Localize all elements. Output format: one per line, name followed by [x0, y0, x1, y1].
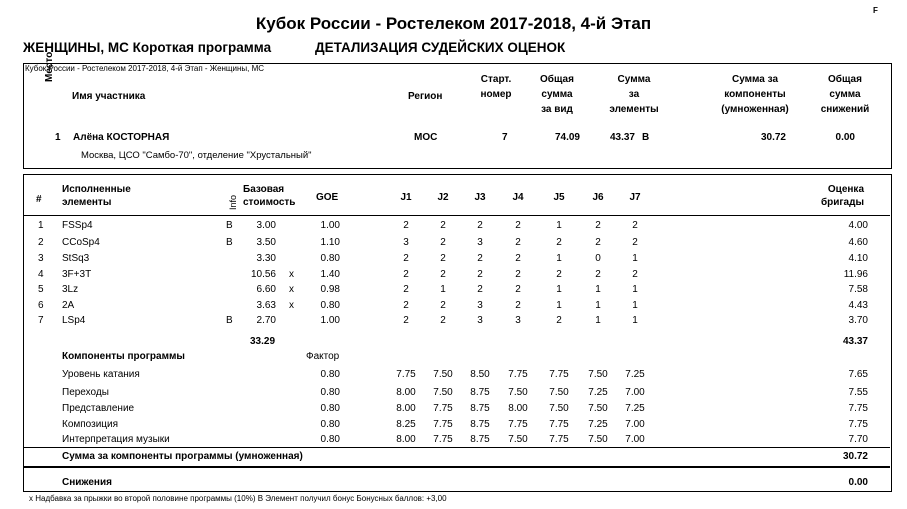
footnote: x Надбавка за прыжки во второй половине программы (10%) B Элемент получил бонус Бонусных баллов: +3,00 — [29, 494, 447, 503]
judge-header: J3 — [474, 192, 486, 203]
components-total-label: Сумма за компоненты программы (умноженная) — [62, 451, 303, 462]
base-total: 33.29 — [250, 336, 276, 347]
row-judge-score: 2 — [595, 220, 601, 231]
row-judge-score: 1 — [556, 253, 562, 264]
component-judge-score: 8.00 — [396, 403, 416, 414]
component-judge-score: 7.50 — [549, 387, 569, 398]
component-judge-score: 7.75 — [549, 369, 569, 380]
component-factor: 0.80 — [320, 369, 340, 380]
deductions-divider — [24, 466, 890, 468]
skater-region: МОС — [414, 132, 438, 143]
factor-heading: Фактор — [306, 351, 340, 362]
judge-header: J2 — [437, 192, 449, 203]
component-name: Переходы — [62, 387, 109, 398]
row-info: B — [226, 237, 233, 248]
component-judge-score: 7.75 — [508, 419, 528, 430]
judge-header: J5 — [553, 192, 565, 203]
row-judge-score: 2 — [595, 237, 601, 248]
row-judge-score: 1 — [556, 300, 562, 311]
component-judge-score: 7.50 — [588, 434, 608, 445]
row-judge-score: 2 — [595, 269, 601, 280]
skater-total: 74.09 — [554, 132, 580, 143]
row-judge-score: 2 — [403, 269, 409, 280]
component-judge-score: 8.50 — [470, 369, 490, 380]
row-bonus-mark: x — [289, 269, 294, 280]
row-judge-score: 2 — [403, 284, 409, 295]
skater-elements: 43.37 — [609, 132, 635, 143]
row-goe: 0.80 — [320, 253, 340, 264]
judge-header: J7 — [629, 192, 641, 203]
row-judge-score: 2 — [403, 315, 409, 326]
row-element: LSp4 — [62, 315, 86, 326]
row-judge-score: 1 — [595, 284, 601, 295]
row-info: B — [226, 220, 233, 231]
row-goe: 0.98 — [320, 284, 340, 295]
row-base: 3.00 — [256, 220, 276, 231]
row-score: 4.10 — [848, 253, 868, 264]
component-score: 7.75 — [848, 403, 868, 414]
row-goe: 1.10 — [320, 237, 340, 248]
header-components: Сумма за компоненты (умноженная) — [721, 74, 789, 115]
components-heading: Компоненты программы — [62, 351, 185, 362]
header-elements: Сумма за элементы — [609, 74, 659, 115]
row-score: 7.58 — [848, 284, 868, 295]
col-num: # — [36, 194, 42, 205]
judge-header: J4 — [512, 192, 524, 203]
row-judge-score: 2 — [403, 300, 409, 311]
row-judge-score: 1 — [632, 253, 638, 264]
component-judge-score: 7.00 — [625, 419, 645, 430]
component-judge-score: 8.00 — [396, 387, 416, 398]
row-judge-score: 2 — [403, 253, 409, 264]
header-name: Имя участника — [72, 91, 146, 102]
row-judge-score: 1 — [556, 220, 562, 231]
row-num: 5 — [38, 284, 44, 295]
row-base: 6.60 — [256, 284, 276, 295]
row-num: 3 — [38, 253, 44, 264]
component-judge-score: 8.75 — [470, 419, 490, 430]
row-score: 3.70 — [848, 315, 868, 326]
component-score: 7.65 — [848, 369, 868, 380]
row-goe: 1.00 — [320, 315, 340, 326]
row-element: 2A — [62, 300, 75, 311]
component-name: Интерпретация музыки — [62, 434, 170, 445]
component-judge-score: 8.00 — [396, 434, 416, 445]
page-title: Кубок России - Ростелеком 2017-2018, 4-й Этап — [255, 14, 652, 33]
component-judge-score: 7.50 — [508, 387, 528, 398]
skater-elements-flag: B — [642, 132, 650, 143]
component-factor: 0.80 — [320, 434, 340, 445]
row-judge-score: 2 — [477, 220, 483, 231]
row-judge-score: 2 — [515, 237, 521, 248]
row-judge-score: 2 — [632, 269, 638, 280]
component-judge-score: 7.00 — [625, 387, 645, 398]
skater-start: 7 — [502, 132, 508, 143]
component-judge-score: 7.50 — [588, 369, 608, 380]
row-judge-score: 2 — [477, 253, 483, 264]
row-element: StSq3 — [62, 253, 90, 264]
row-judge-score: 3 — [477, 300, 483, 311]
row-base: 3.50 — [256, 237, 276, 248]
row-score: 11.96 — [843, 269, 868, 280]
component-judge-score: 7.25 — [625, 403, 645, 414]
component-judge-score: 7.50 — [433, 369, 453, 380]
component-judge-score: 7.50 — [549, 403, 569, 414]
row-goe: 1.00 — [320, 220, 340, 231]
row-element: FSSp4 — [62, 220, 93, 231]
row-judge-score: 2 — [440, 315, 446, 326]
skater-components: 30.72 — [760, 132, 786, 143]
row-score: 4.00 — [848, 220, 868, 231]
row-judge-score: 3 — [515, 315, 521, 326]
row-base: 2.70 — [256, 315, 276, 326]
component-judge-score: 8.75 — [470, 434, 490, 445]
components-divider — [24, 447, 890, 448]
col-element: Исполненные элементы — [62, 184, 131, 208]
row-judge-score: 2 — [440, 237, 446, 248]
row-judge-score: 1 — [632, 284, 638, 295]
row-judge-score: 2 — [440, 253, 446, 264]
skater-club: Москва, ЦСО "Самбо-70", отделение "Хрустальный" — [81, 150, 312, 161]
row-judge-score: 2 — [556, 269, 562, 280]
component-judge-score: 7.25 — [625, 369, 645, 380]
col-base: Базовая стоимость — [243, 184, 296, 208]
header-deductions: Общая сумма снижений — [820, 74, 870, 115]
component-judge-score: 7.75 — [549, 419, 569, 430]
component-factor: 0.80 — [320, 419, 340, 430]
components-total: 30.72 — [842, 451, 868, 462]
row-element: 3F+3T — [62, 269, 92, 280]
row-judge-score: 3 — [477, 237, 483, 248]
component-judge-score: 8.00 — [508, 403, 528, 414]
judge-header: J1 — [400, 192, 412, 203]
col-score: Оценка бригады — [820, 184, 864, 208]
component-judge-score: 7.75 — [508, 369, 528, 380]
row-element: CCoSp4 — [62, 237, 100, 248]
component-judge-score: 7.75 — [396, 369, 416, 380]
row-judge-score: 2 — [556, 237, 562, 248]
component-judge-score: 8.75 — [470, 387, 490, 398]
component-name: Уровень катания — [62, 369, 140, 380]
row-judge-score: 1 — [556, 284, 562, 295]
score-total: 43.37 — [842, 336, 868, 347]
section-title: ДЕТАЛИЗАЦИЯ СУДЕЙСКИХ ОЦЕНОК — [315, 40, 566, 55]
header-divider — [24, 215, 890, 216]
component-factor: 0.80 — [320, 387, 340, 398]
row-info: B — [226, 315, 233, 326]
row-score: 4.60 — [848, 237, 868, 248]
row-goe: 1.40 — [320, 269, 340, 280]
row-base: 3.30 — [256, 253, 276, 264]
row-judge-score: 2 — [515, 284, 521, 295]
component-score: 7.55 — [848, 387, 868, 398]
row-bonus-mark: x — [289, 284, 294, 295]
header-region: Регион — [408, 91, 443, 102]
row-judge-score: 2 — [440, 300, 446, 311]
row-judge-score: 0 — [595, 253, 601, 264]
row-judge-score: 2 — [632, 237, 638, 248]
component-name: Композиция — [62, 419, 119, 430]
row-judge-score: 2 — [477, 284, 483, 295]
row-judge-score: 3 — [477, 315, 483, 326]
component-judge-score: 7.75 — [549, 434, 569, 445]
row-judge-score: 1 — [595, 315, 601, 326]
component-factor: 0.80 — [320, 403, 340, 414]
component-judge-score: 8.25 — [396, 419, 416, 430]
row-goe: 0.80 — [320, 300, 340, 311]
row-judge-score: 1 — [632, 315, 638, 326]
row-judge-score: 2 — [515, 300, 521, 311]
row-judge-score: 2 — [515, 269, 521, 280]
row-judge-score: 2 — [556, 315, 562, 326]
component-judge-score: 7.50 — [508, 434, 528, 445]
category-title: ЖЕНЩИНЫ, МС Короткая программа — [23, 40, 272, 55]
row-judge-score: 1 — [595, 300, 601, 311]
component-score: 7.70 — [848, 434, 868, 445]
row-judge-score: 2 — [403, 220, 409, 231]
row-judge-score: 2 — [515, 253, 521, 264]
header-total: Общая сумма за вид — [540, 74, 574, 115]
deductions-total: 0.00 — [848, 477, 868, 488]
col-info: Info — [228, 194, 238, 210]
corner-mark: F — [873, 6, 878, 15]
row-judge-score: 3 — [403, 237, 409, 248]
header-place: Место — [44, 51, 55, 82]
row-element: 3Lz — [62, 284, 79, 295]
skater-name: Алёна КОСТОРНАЯ — [73, 132, 170, 143]
component-judge-score: 7.00 — [625, 434, 645, 445]
row-base: 10.56 — [250, 269, 276, 280]
col-goe: GOE — [316, 192, 339, 203]
row-judge-score: 1 — [440, 284, 446, 295]
component-score: 7.75 — [848, 419, 868, 430]
row-num: 4 — [38, 269, 44, 280]
component-judge-score: 7.25 — [588, 387, 608, 398]
summary-caption: Кубок России - Ростелеком 2017-2018, 4-й Этап - Женщины, МС — [25, 64, 265, 73]
row-judge-score: 1 — [632, 300, 638, 311]
skater-place: 1 — [55, 132, 61, 143]
row-score: 4.43 — [848, 300, 868, 311]
component-judge-score: 8.75 — [470, 403, 490, 414]
row-bonus-mark: x — [289, 300, 294, 311]
component-judge-score: 7.75 — [433, 403, 453, 414]
component-judge-score: 7.25 — [588, 419, 608, 430]
row-judge-score: 2 — [632, 220, 638, 231]
component-judge-score: 7.75 — [433, 434, 453, 445]
header-start: Старт. номер — [480, 74, 512, 100]
row-num: 6 — [38, 300, 44, 311]
component-judge-score: 7.50 — [588, 403, 608, 414]
component-judge-score: 7.50 — [433, 387, 453, 398]
row-num: 7 — [38, 315, 44, 326]
row-judge-score: 2 — [440, 269, 446, 280]
row-num: 2 — [38, 237, 44, 248]
component-judge-score: 7.75 — [433, 419, 453, 430]
row-judge-score: 2 — [515, 220, 521, 231]
judge-header: J6 — [592, 192, 604, 203]
component-name: Представление — [62, 403, 135, 414]
deductions-label: Снижения — [62, 477, 112, 488]
row-base: 3.63 — [256, 300, 276, 311]
skater-deductions: 0.00 — [835, 132, 855, 143]
row-judge-score: 2 — [440, 220, 446, 231]
row-judge-score: 2 — [477, 269, 483, 280]
row-num: 1 — [38, 220, 44, 231]
